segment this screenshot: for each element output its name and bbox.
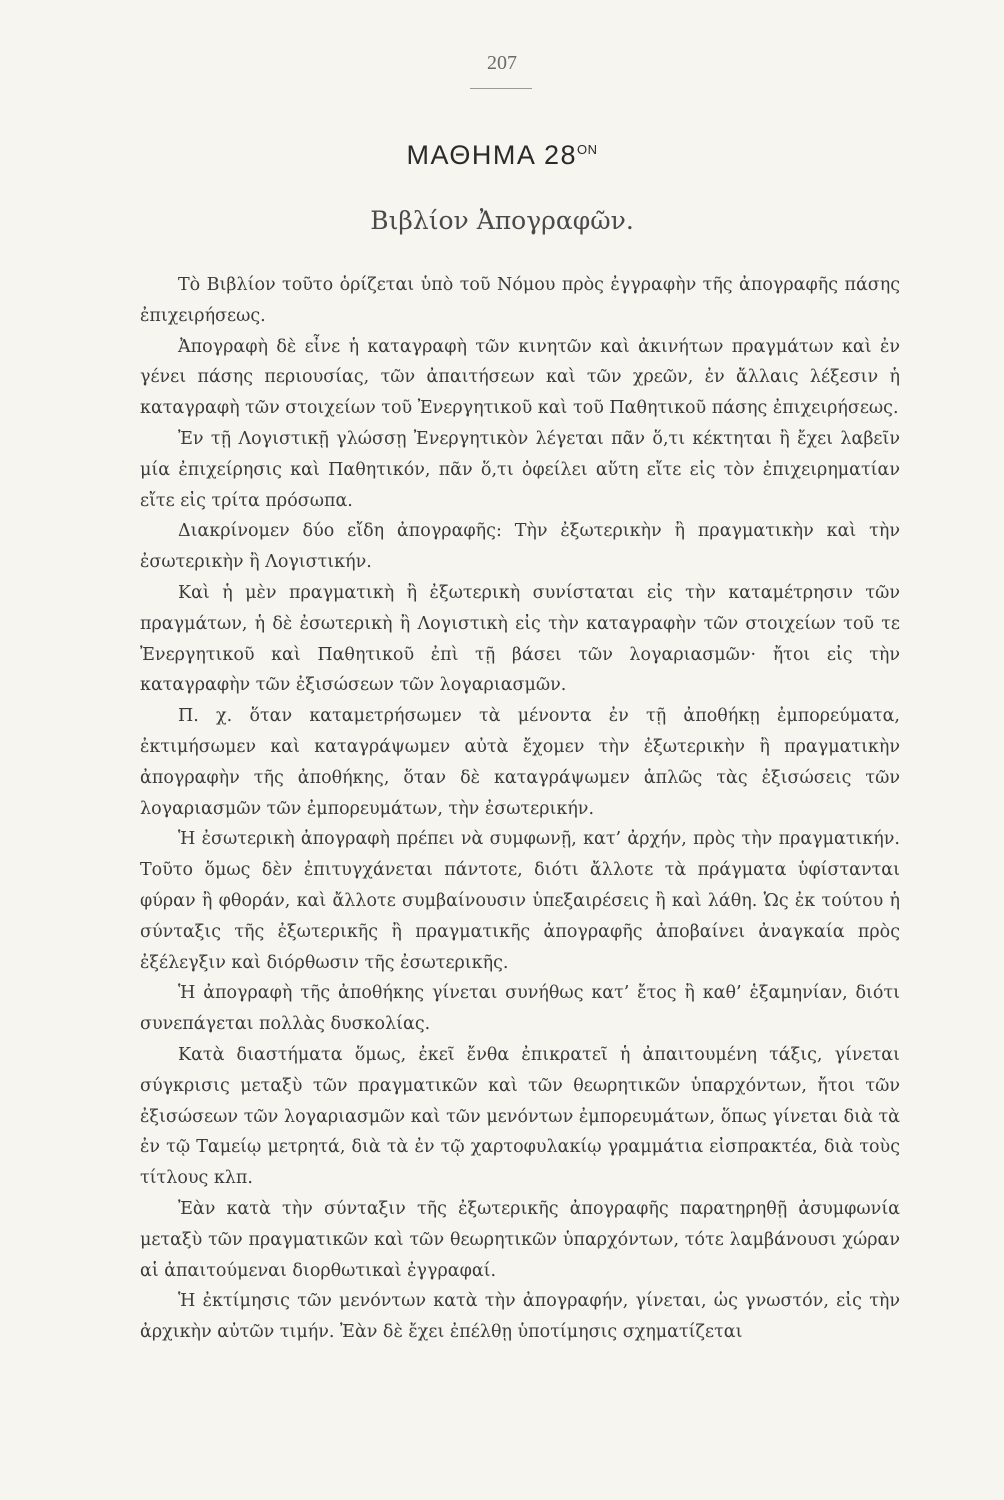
lesson-title-suffix: ΟΝ <box>576 142 598 157</box>
lesson-title <box>0 140 1004 171</box>
paragraph: Καὶ ἡ μὲν πραγματικὴ ἢ ἐξωτερικὴ συνίσταται εἰς τὴν καταμέτρησιν τῶν πραγμάτων, ἡ δὲ ἐσωτερικὴ ἢ Λογιστικὴ εἰς τὴν καταγραφὴν τῶν στοιχείων τοῦ τε Ἐνεργητικοῦ καὶ Παθητικοῦ ἐπὶ τῇ βάσει τῶν λογαριασμῶν· ἤτοι εἰς τὴν καταγραφὴν τῶν ἐξισώσεων τῶν λογαριασμῶν. <box>140 582 900 696</box>
paragraph: Ἐν τῇ Λογιστικῇ γλώσσῃ Ἐνεργητικὸν λέγεται πᾶν ὅ,τι κέκτηται ἢ ἔχει λαβεῖν μία ἐπιχείρησις καὶ Παθητικόν, πᾶν ὅ,τι ὀφείλει αὕτη εἴτε εἰς τὸν ἐπιχειρηματίαν εἴτε εἰς τρίτα πρόσωπα. <box>140 428 900 511</box>
paragraph: Π. χ. ὅταν καταμετρήσωμεν τὰ μένοντα ἐν τῇ ἀποθήκῃ ἐμπορεύματα, ἐκτιμήσωμεν καὶ καταγράψωμεν αὐτὰ ἔχομεν τὴν ἐξωτερικὴν ἢ πραγματικὴν ἀπογραφὴν τῆς ἀποθήκης, ὅταν δὲ καταγράψωμεν ἁπλῶς τὰς ἐξισώσεις τῶν λογαριασμῶν τῶν ἐμπορευμάτων, τὴν ἐσωτερικήν. <box>140 706 900 819</box>
paragraph: Ἡ ἐσωτερικὴ ἀπογραφὴ πρέπει νὰ συμφωνῇ, κατ’ ἀρχήν, πρὸς τὴν πραγματικήν. Τοῦτο ὅμως δὲν ἐπιτυγχάνεται πάντοτε, διότι ἄλλοτε τὰ πράγματα ὑφίστανται φύραν ἢ φθοράν, καὶ ἄλλοτε συμβαίνουσιν ὑπεξαιρέσεις ἢ καὶ λάθη. Ὡς ἐκ τούτου ἡ σύνταξις τῆς ἐξωτερικῆς ἢ πραγματικῆς ἀπογραφῆς ἀποβαίνει ἀναγκαία πρὸς ἐξέλεγξιν καὶ διόρθωσιν τῆς ἐσωτερικῆς. <box>140 829 900 973</box>
paragraph: Κατὰ διαστήματα ὅμως, ἐκεῖ ἔνθα ἐπικρατεῖ ἡ ἀπαιτουμένη τάξις, γίνεται σύγκρισις μεταξὺ τῶν πραγματικῶν καὶ τῶν θεωρητικῶν ὑπαρχόντων, ἤτοι τῶν ἐξισώσεων τῶν λογαριασμῶν καὶ τῶν μενόντων ἐμπορευμάτων, ὅπως γίνεται διὰ τὰ ἐν τῷ Ταμείῳ μετρητά, διὰ τὰ ἐν τῷ χαρτοφυλακίῳ γραμμάτια εἰσπρακτέα, διὰ τοὺς τίτλους κλπ. <box>140 1044 900 1189</box>
lesson-title-text: ΜΑΘΗΜΑ 28 <box>406 140 577 170</box>
paragraph: Ἐὰν κατὰ τὴν σύνταξιν τῆς ἐξωτερικῆς ἀπογραφῆς παρατηρηθῇ ἀσυμφωνία μεταξὺ τῶν πραγματικῶν καὶ τῶν θεωρητικῶν ὑπαρχόντων, τότε λαμβάνουσι χώραν αἱ ἀπαιτούμεναι διορθωτικαὶ ἐγγραφαί. <box>140 1198 900 1281</box>
section-title: Βιβλίον Ἀπογραφῶν. <box>370 206 634 235</box>
page-number: 207 <box>487 52 517 74</box>
paragraph: Ἡ ἀπογραφὴ τῆς ἀποθήκης γίνεται συνήθως κατ’ ἔτος ἢ καθ’ ἑξαμηνίαν, διότι συνεπάγεται πολλὰς δυσκολίας. <box>140 983 900 1035</box>
paragraph: Ἡ ἐκτίμησις τῶν μενόντων κατὰ τὴν ἀπογραφήν, γίνεται, ὡς γνωστόν, εἰς τὴν ἀρχικὴν αὐτῶν τιμήν. Ἐὰν δὲ ἔχει ἐπέλθῃ ὑποτίμησις σχηματίζεται <box>140 1291 900 1343</box>
body-text <box>140 270 900 1348</box>
paragraph: Διακρίνομεν δύο εἴδη ἀπογραφῆς: Τὴν ἐξωτερικὴν ἢ πραγματικὴν καὶ τὴν ἐσωτερικὴν ἢ Λογιστικήν. <box>140 521 900 573</box>
paragraph: Ἀπογραφὴ δὲ εἶνε ἡ καταγραφὴ τῶν κινητῶν καὶ ἀκινήτων πραγμάτων καὶ ἐν γένει πάσης περιουσίας, τῶν ἀπαιτήσεων καὶ τῶν χρεῶν, ἐν ἄλλαις λέξεσιν ἡ καταγραφὴ τῶν στοιχείων τοῦ Ἐνεργητικοῦ καὶ τοῦ Παθητικοῦ πάσης ἐπιχειρήσεως. <box>140 336 900 419</box>
page-number-rule <box>470 88 532 89</box>
paragraph: Τὸ Βιβλίον τοῦτο ὁρίζεται ὑπὸ τοῦ Νόμου πρὸς ἐγγραφὴν τῆς ἀπογραφῆς πάσης ἐπιχειρήσεως. <box>140 275 900 326</box>
